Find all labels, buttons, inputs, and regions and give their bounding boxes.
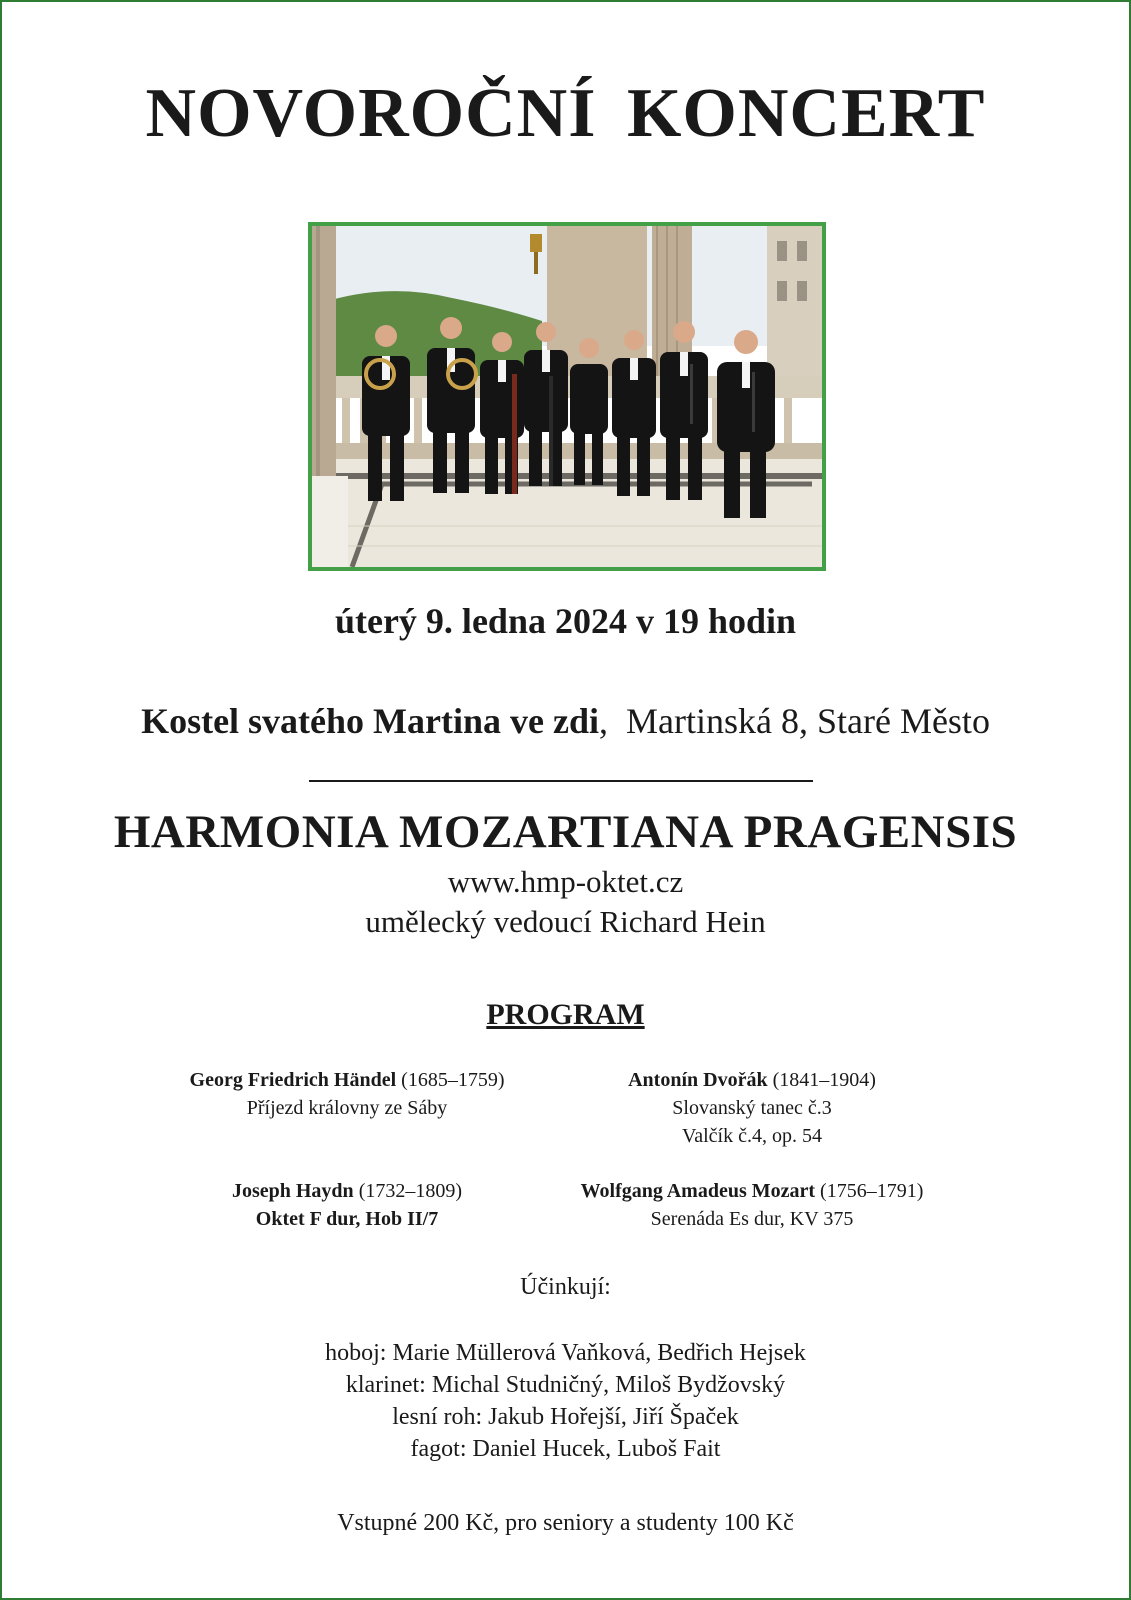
- ensemble-info: [2, 862, 1129, 942]
- work-title: Příjezd královny ze Sáby: [246, 1097, 448, 1119]
- work-title: Slovanský tanec č.3: [672, 1097, 832, 1119]
- work-title: Serenáda Es dur, KV 375: [650, 1208, 854, 1230]
- artistic-director: umělecký vedoucí Richard Hein: [365, 904, 766, 939]
- ensemble-photo: [308, 222, 826, 571]
- work-title: Valčík č.4, op. 54: [682, 1125, 822, 1147]
- admission-price: Vstupné 200 Kč, pro seniory a studenty 100 Kč: [337, 1510, 794, 1536]
- composer-name: Wolfgang Amadeus Mozart: [580, 1180, 816, 1202]
- venue-address: Martinská 8, Staré Město: [626, 701, 990, 741]
- performers-list: [2, 1337, 1129, 1465]
- program-item: [162, 1066, 532, 1122]
- divider-line: [309, 780, 813, 782]
- performers-heading: Účinkují:: [520, 1274, 611, 1300]
- program-heading: PROGRAM: [486, 998, 645, 1031]
- performer-line: hoboj: Marie Müllerová Vaňková, Bedřich Hejsek: [325, 1340, 806, 1366]
- program-item: [172, 1177, 522, 1233]
- composer-years: (1841–1904): [772, 1069, 876, 1091]
- performer-line: klarinet: Michal Studničný, Miloš Bydžovský: [345, 1372, 786, 1398]
- ensemble-name: HARMONIA MOZARTIANA PRAGENSIS: [113, 806, 1018, 858]
- composer-name: Joseph Haydn: [231, 1180, 354, 1202]
- poster-title: NOVOROČNÍ KONCERT: [145, 75, 986, 152]
- performer-line: fagot: Daniel Hucek, Luboš Fait: [410, 1436, 721, 1462]
- work-title: Oktet F dur, Hob II/7: [255, 1208, 439, 1230]
- venue-line: Kostel svatého Martina ve zdi, Martinská 8, Staré Město: [141, 701, 990, 741]
- composer-name: Georg Friedrich Händel: [189, 1069, 397, 1091]
- composer-years: (1685–1759): [401, 1069, 505, 1091]
- program-item: [582, 1066, 922, 1150]
- composer-name: Antonín Dvořák: [628, 1069, 768, 1091]
- concert-date: úterý 9. ledna 2024 v 19 hodin: [334, 601, 797, 641]
- program-item: [542, 1177, 962, 1233]
- composer-years: (1756–1791): [820, 1180, 924, 1202]
- venue-name: Kostel svatého Martina ve zdi: [141, 701, 599, 741]
- ensemble-photo-illustration: [312, 226, 822, 567]
- website-link[interactable]: www.hmp-oktet.cz: [447, 864, 684, 899]
- performer-line: lesní roh: Jakub Hořejší, Jiří Špaček: [392, 1404, 739, 1430]
- composer-years: (1732–1809): [358, 1180, 463, 1202]
